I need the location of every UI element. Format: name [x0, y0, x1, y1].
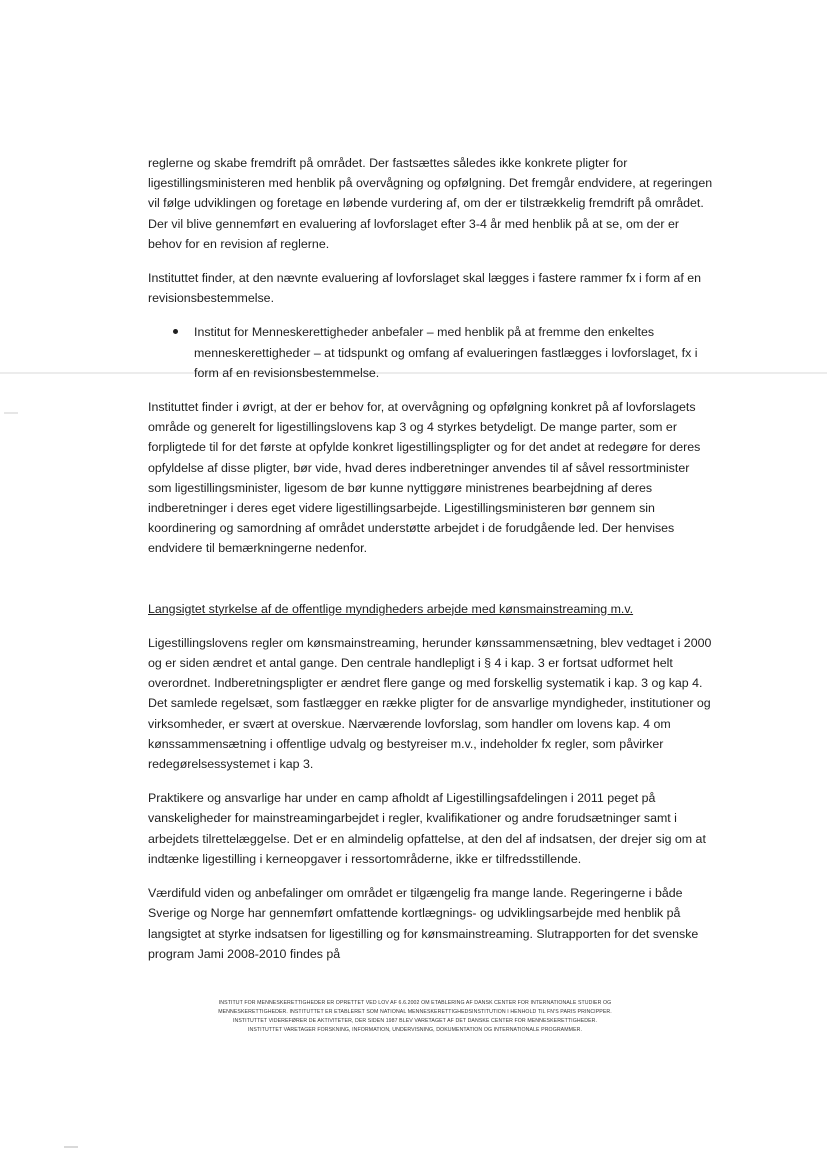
paragraph: Praktikere og ansvarlige har under en camp afholdt af Ligestillingsafdelingen i 2011 peget på vanskeligheder for mainstreamingarbejdet i regler, kvalifikationer og andre forudsætninger samt i arbejdets tilrettelæggelse. Det er en almindelig opfattelse, at den del af indsatsen, der drejer sig om at indtænke ligestilling i kerneopgaver i ressortområderne, ikke er tilfredsstillende.: [148, 791, 706, 866]
footer-line: MENNESKERETTIGHEDER. INSTITUTTET ER ETABLERET SOM NATIONAL MENNESKERETTIGHEDSINSTITUTION I HENHOLD TIL FN'S PARIS PRINCIPPER.: [218, 1009, 612, 1015]
scan-corner-mark: [64, 1146, 78, 1148]
paragraph: Instituttet finder, at den nævnte evaluering af lovforslaget skal lægges i fastere rammer fx i form af en revisionsbestemmelse.: [148, 271, 702, 306]
paragraph: Instituttet finder i øvrigt, at der er behov for, at overvågning og opfølgning konkret på af lovforslagets område og generelt for ligestillingslovens kap 3 og 4 styrkes betydeligt. De mange parter, som er forpligtede til for det første at opfylde konkret ligestillingspligter og for det andet at redegøre for deres opfyldelse af disse pligter, bør vide, hvad deres indberetninger anvendes til af såvel ressortminister som ligestillingsminister, ligesom de bør kunne nyttiggøre ministrenes bearbejdning af deres indberetninger i deres eget videre ligestillingsarbejde. Ligestillingsministeren bør gennem sin koordinering og samordning af området understøtte arbejdet i de forudgående led. Der henvises endvidere til bemærkningerne nedenfor.: [148, 400, 701, 556]
body-text: [148, 153, 713, 978]
footer-line: INSTITUTTET VIDEREFØRER DE AKTIVITETER, DER SIDEN 1987 BLEV VARETAGET AF DET DANSKE CENTER FOR MENNESKERETTIGHEDER.: [232, 1018, 598, 1024]
scan-edge-mark: [4, 412, 18, 414]
paragraph: reglerne og skabe fremdrift på området. Der fastsættes således ikke konkrete pligter for ligestillingsministeren med henblik på overvågning og opfølgning. Det fremgår endvidere, at regeringen vil følge udviklingen og foretage en løbende vurdering af, om der er tilstrækkelig fremdrift på området. Der vil blive gennemført en evaluering af lovforslaget efter 3-4 år med henblik på at se, om der er behov for en revision af reglerne.: [148, 156, 713, 251]
paragraph: Værdifuld viden og anbefalinger om området er tilgængelig fra mange lande. Regeringerne i både Sverige og Norge har gennemført omfattende kortlægnings- og udviklingsarbejde med henblik på langsigtet at styrke indsatsen for ligestilling og for kønsmainstreaming. Slutrapporten for det svenske program Jami 2008-2010 findes på: [148, 886, 699, 961]
footer-line: INSTITUT FOR MENNESKERETTIGHEDER ER OPRETTET VED LOV AF 6.6.2002 OM ETABLERING AF DANSK CENTER FOR INTERNATIONALE STUDIER OG: [218, 1000, 612, 1006]
recommendation-list: [148, 322, 713, 383]
footer-line: INSTITUTTET VARETAGER FORSKNING, INFORMATION, UNDERVISNING, DOKUMENTATION OG INTERNATIONALE PROGRAMMER.: [247, 1027, 583, 1033]
paragraph: Ligestillingslovens regler om kønsmainstreaming, herunder kønssammensætning, blev vedtaget i 2000 og er siden ændret et antal gange. Den centrale handlepligt i § 4 i kap. 3 er fortsat udformet helt overordnet. Indberetningspligter er ændret flere gange og med forskellig systematik i kap. 3 og kap 4. Det samlede regelsæt, som fastlægger en række pligter for de ansvarlige myndigheder, institutioner og virksomheder, er svært at overskue. Nærværende lovforslag, som handler om lovens kap. 4 om kønssammensætning i offentlige udvalg og bestyreiser m.v., indeholder fx regler, som påvirker redegørelsessystemet i kap 3.: [148, 635, 712, 772]
institute-footer: [170, 999, 660, 1035]
section-heading: Langsigtet styrkelse af de offentlige myndigheders arbejde med kønsmainstreaming m.v.: [148, 601, 634, 616]
recommendation-item: Institut for Menneskerettigheder anbefaler – med henblik på at fremme den enkeltes menneskerettigheder – at tidspunkt og omfang af evalueringen fastlægges i lovforslaget, fx i form af en revisionsbestemmelse.: [194, 322, 713, 383]
